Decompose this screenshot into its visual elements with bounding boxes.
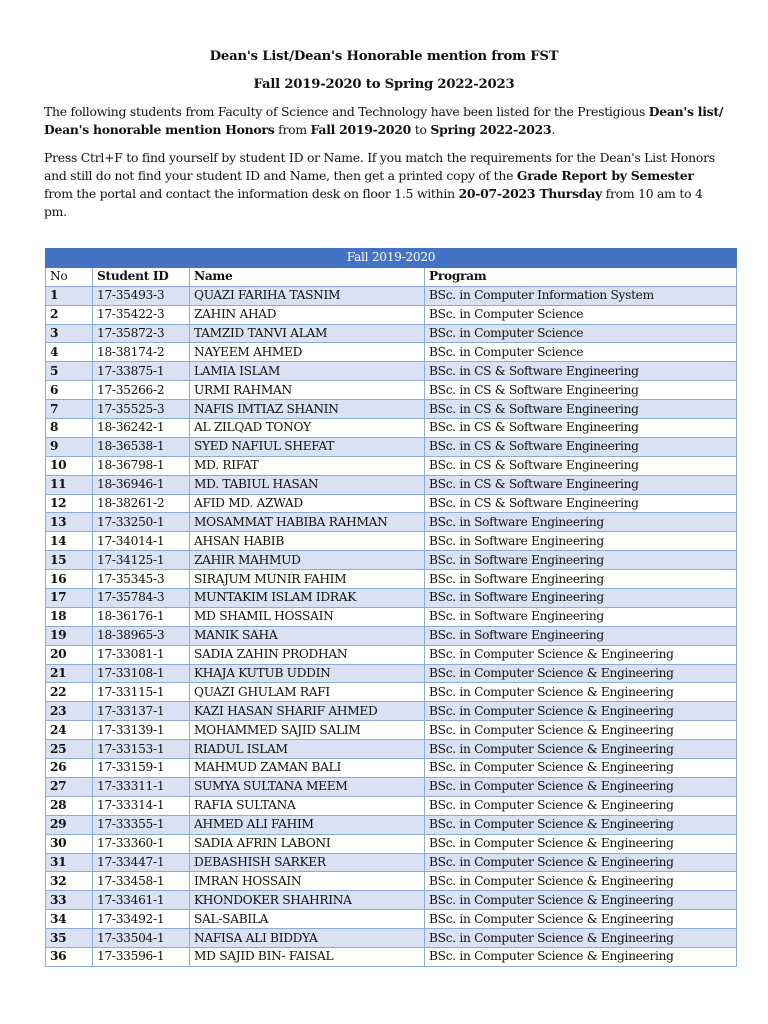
intro-text: to [411, 122, 431, 137]
cell-no: 11 [46, 475, 93, 494]
cell-program: BSc. in Computer Science & Engineering [425, 872, 737, 891]
table-row [46, 834, 737, 853]
table-row [46, 796, 737, 815]
cell-student-id: 17-33311-1 [93, 777, 190, 796]
cell-program: BSc. in CS & Software Engineering [425, 494, 737, 513]
cell-name: AL ZILQAD TONOY [190, 419, 425, 438]
table-row [46, 456, 737, 475]
intro-bold-end-term: Spring 2022-2023 [430, 122, 552, 137]
table-row [46, 570, 737, 589]
cell-name: MAHMUD ZAMAN BALI [190, 759, 425, 778]
intro-text: from [274, 122, 311, 137]
cell-name: KAZI HASAN SHARIF AHMED [190, 702, 425, 721]
table-row [46, 513, 737, 532]
cell-program: BSc. in Computer Science & Engineering [425, 740, 737, 759]
table-row [46, 910, 737, 929]
cell-no: 21 [46, 664, 93, 683]
cell-student-id: 17-33250-1 [93, 513, 190, 532]
cell-no: 35 [46, 929, 93, 948]
cell-name: SADIA AFRIN LABONI [190, 834, 425, 853]
table-row [46, 362, 737, 381]
instructions-text: Press Ctrl+F to find yourself by student ID or Name. If you match the requirements for the Dean's List Honors and still do not find your student ID and Name, then get a printed copy of the [44, 150, 715, 183]
cell-name: MD. TABIUL HASAN [190, 475, 425, 494]
cell-program: BSc. in Computer Science & Engineering [425, 683, 737, 702]
cell-program: BSc. in Software Engineering [425, 513, 737, 532]
table-row [46, 532, 737, 551]
cell-student-id: 17-33108-1 [93, 664, 190, 683]
intro-bold-honors: Dean's list/ Dean's honorable mention Honors [44, 104, 724, 137]
cell-no: 36 [46, 947, 93, 966]
cell-student-id: 17-33314-1 [93, 796, 190, 815]
cell-program: BSc. in Computer Science & Engineering [425, 759, 737, 778]
cell-name: TAMZID TANVI ALAM [190, 324, 425, 343]
cell-program: BSc. in CS & Software Engineering [425, 437, 737, 456]
cell-no: 4 [46, 343, 93, 362]
cell-student-id: 17-35784-3 [93, 589, 190, 608]
cell-student-id: 18-36798-1 [93, 456, 190, 475]
cell-student-id: 17-34125-1 [93, 551, 190, 570]
cell-program: BSc. in Software Engineering [425, 532, 737, 551]
cell-name: NAFIS IMTIAZ SHANIN [190, 400, 425, 419]
cell-program: BSc. in Computer Science & Engineering [425, 702, 737, 721]
cell-no: 31 [46, 853, 93, 872]
cell-program: BSc. in Computer Science & Engineering [425, 721, 737, 740]
cell-student-id: 18-38174-2 [93, 343, 190, 362]
cell-name: RIADUL ISLAM [190, 740, 425, 759]
instructions-bold-deadline: 20-07-2023 Thursday [458, 186, 602, 201]
cell-no: 24 [46, 721, 93, 740]
cell-name: NAFISA ALI BIDDYA [190, 929, 425, 948]
cell-name: MOHAMMED SAJID SALIM [190, 721, 425, 740]
cell-no: 13 [46, 513, 93, 532]
cell-program: BSc. in Computer Science & Engineering [425, 853, 737, 872]
cell-name: ZAHIN AHAD [190, 305, 425, 324]
cell-no: 33 [46, 891, 93, 910]
cell-no: 23 [46, 702, 93, 721]
cell-name: ZAHIR MAHMUD [190, 551, 425, 570]
cell-program: BSc. in Computer Science & Engineering [425, 910, 737, 929]
cell-program: BSc. in Computer Science [425, 324, 737, 343]
intro-text: The following students from Faculty of Science and Technology have been listed for the Prestigious [44, 104, 649, 119]
table-row [46, 815, 737, 834]
instructions-bold-report: Grade Report by Semester [516, 168, 694, 183]
cell-student-id: 18-36176-1 [93, 607, 190, 626]
cell-name: MD. RIFAT [190, 456, 425, 475]
cell-no: 18 [46, 607, 93, 626]
table-row [46, 702, 737, 721]
cell-name: SADIA ZAHIN PRODHAN [190, 645, 425, 664]
instructions-text: from 10 am to 4 pm. [44, 186, 703, 219]
semester-band [46, 249, 737, 268]
cell-program: BSc. in Computer Science [425, 343, 737, 362]
cell-student-id: 17-35422-3 [93, 305, 190, 324]
cell-program: BSc. in Computer Science & Engineering [425, 815, 737, 834]
cell-student-id: 17-34014-1 [93, 532, 190, 551]
cell-student-id: 17-35345-3 [93, 570, 190, 589]
cell-no: 25 [46, 740, 93, 759]
cell-program: BSc. in Computer Information System [425, 286, 737, 305]
cell-name: SIRAJUM MUNIR FAHIM [190, 570, 425, 589]
cell-no: 3 [46, 324, 93, 343]
cell-no: 12 [46, 494, 93, 513]
cell-no: 19 [46, 626, 93, 645]
cell-name: RAFIA SULTANA [190, 796, 425, 815]
cell-student-id: 18-36538-1 [93, 437, 190, 456]
cell-program: BSc. in Computer Science [425, 305, 737, 324]
table-row [46, 381, 737, 400]
cell-program: BSc. in Computer Science & Engineering [425, 645, 737, 664]
cell-no: 10 [46, 456, 93, 475]
cell-program: BSc. in Software Engineering [425, 626, 737, 645]
cell-name: SAL-SABILA [190, 910, 425, 929]
column-header-name: Name [190, 267, 425, 286]
table-row [46, 645, 737, 664]
cell-student-id: 17-33504-1 [93, 929, 190, 948]
table-row [46, 475, 737, 494]
intro-bold-start-term: Fall 2019-2020 [310, 122, 412, 137]
cell-name: DEBASHISH SARKER [190, 853, 425, 872]
table-row [46, 551, 737, 570]
cell-program: BSc. in CS & Software Engineering [425, 419, 737, 438]
table-row [46, 777, 737, 796]
table-row [46, 589, 737, 608]
cell-student-id: 17-35525-3 [93, 400, 190, 419]
cell-no: 28 [46, 796, 93, 815]
table-row [46, 494, 737, 513]
cell-student-id: 17-33447-1 [93, 853, 190, 872]
table-row [46, 286, 737, 305]
cell-student-id: 17-33139-1 [93, 721, 190, 740]
cell-no: 30 [46, 834, 93, 853]
cell-student-id: 18-36242-1 [93, 419, 190, 438]
column-header-program: Program [425, 267, 737, 286]
cell-program: BSc. in Software Engineering [425, 551, 737, 570]
cell-no: 34 [46, 910, 93, 929]
cell-student-id: 18-36946-1 [93, 475, 190, 494]
cell-student-id: 17-33492-1 [93, 910, 190, 929]
cell-program: BSc. in CS & Software Engineering [425, 381, 737, 400]
table-row [46, 437, 737, 456]
table-row [46, 891, 737, 910]
cell-name: AHSAN HABIB [190, 532, 425, 551]
cell-program: BSc. in Software Engineering [425, 589, 737, 608]
cell-student-id: 17-35266-2 [93, 381, 190, 400]
table-row [46, 721, 737, 740]
cell-no: 20 [46, 645, 93, 664]
cell-name: KHAJA KUTUB UDDIN [190, 664, 425, 683]
cell-student-id: 18-38261-2 [93, 494, 190, 513]
cell-program: BSc. in Software Engineering [425, 607, 737, 626]
cell-no: 22 [46, 683, 93, 702]
cell-student-id: 17-33355-1 [93, 815, 190, 834]
deans-list-table [45, 248, 737, 967]
cell-no: 6 [46, 381, 93, 400]
cell-student-id: 17-33115-1 [93, 683, 190, 702]
table-row [46, 324, 737, 343]
cell-student-id: 17-35872-3 [93, 324, 190, 343]
table-row [46, 400, 737, 419]
cell-name: MD SHAMIL HOSSAIN [190, 607, 425, 626]
cell-name: QUAZI FARIHA TASNIM [190, 286, 425, 305]
instructions-text: from the portal and contact the information desk on floor 1.5 within [44, 186, 459, 201]
cell-name: AFID MD. AZWAD [190, 494, 425, 513]
cell-student-id: 17-33159-1 [93, 759, 190, 778]
cell-no: 17 [46, 589, 93, 608]
intro-paragraph [44, 103, 724, 139]
cell-student-id: 17-33596-1 [93, 947, 190, 966]
cell-program: BSc. in Computer Science & Engineering [425, 834, 737, 853]
cell-student-id: 17-33458-1 [93, 872, 190, 891]
cell-no: 32 [46, 872, 93, 891]
table-row [46, 947, 737, 966]
table-row [46, 343, 737, 362]
table-row [46, 683, 737, 702]
column-header-no: No [46, 267, 93, 286]
column-header-student-id: Student ID [93, 267, 190, 286]
page-title: Dean's List/Dean's Honorable mention from FST [209, 49, 559, 64]
cell-no: 16 [46, 570, 93, 589]
cell-no: 15 [46, 551, 93, 570]
cell-student-id: 18-38965-3 [93, 626, 190, 645]
cell-program: BSc. in CS & Software Engineering [425, 400, 737, 419]
cell-name: MUNTAKIM ISLAM IDRAK [190, 589, 425, 608]
cell-program: BSc. in Computer Science & Engineering [425, 891, 737, 910]
cell-name: URMI RAHMAN [190, 381, 425, 400]
cell-program: BSc. in CS & Software Engineering [425, 475, 737, 494]
cell-program: BSc. in Computer Science & Engineering [425, 947, 737, 966]
cell-name: AHMED ALI FAHIM [190, 815, 425, 834]
cell-program: BSc. in Computer Science & Engineering [425, 777, 737, 796]
cell-program: BSc. in Computer Science & Engineering [425, 929, 737, 948]
cell-student-id: 17-33875-1 [93, 362, 190, 381]
cell-name: QUAZI GHULAM RAFI [190, 683, 425, 702]
cell-student-id: 17-33360-1 [93, 834, 190, 853]
cell-name: KHONDOKER SHAHRINA [190, 891, 425, 910]
column-header-row [46, 267, 737, 286]
cell-student-id: 17-33137-1 [93, 702, 190, 721]
cell-name: MANIK SAHA [190, 626, 425, 645]
cell-no: 26 [46, 759, 93, 778]
cell-student-id: 17-33461-1 [93, 891, 190, 910]
table-row [46, 872, 737, 891]
table-row [46, 664, 737, 683]
cell-name: MD SAJID BIN- FAISAL [190, 947, 425, 966]
intro-text: . [551, 122, 556, 137]
table-row [46, 419, 737, 438]
cell-program: BSc. in Computer Science & Engineering [425, 796, 737, 815]
cell-program: BSc. in Software Engineering [425, 570, 737, 589]
cell-program: BSc. in CS & Software Engineering [425, 362, 737, 381]
cell-name: NAYEEM AHMED [190, 343, 425, 362]
cell-no: 1 [46, 286, 93, 305]
cell-name: SYED NAFIUL SHEFAT [190, 437, 425, 456]
cell-program: BSc. in CS & Software Engineering [425, 456, 737, 475]
instructions-paragraph [44, 149, 724, 221]
table-row [46, 305, 737, 324]
cell-no: 5 [46, 362, 93, 381]
table-row [46, 759, 737, 778]
cell-name: IMRAN HOSSAIN [190, 872, 425, 891]
cell-no: 14 [46, 532, 93, 551]
table-row [46, 853, 737, 872]
table-row [46, 929, 737, 948]
cell-no: 2 [46, 305, 93, 324]
cell-no: 8 [46, 419, 93, 438]
semester-heading: Fall 2019-2020 [46, 249, 737, 268]
cell-no: 7 [46, 400, 93, 419]
cell-name: MOSAMMAT HABIBA RAHMAN [190, 513, 425, 532]
table-row [46, 626, 737, 645]
cell-student-id: 17-35493-3 [93, 286, 190, 305]
table-body [46, 286, 737, 966]
page-subtitle: Fall 2019-2020 to Spring 2022-2023 [253, 77, 515, 92]
cell-student-id: 17-33081-1 [93, 645, 190, 664]
cell-program: BSc. in Computer Science & Engineering [425, 664, 737, 683]
cell-no: 29 [46, 815, 93, 834]
cell-name: LAMIA ISLAM [190, 362, 425, 381]
cell-no: 9 [46, 437, 93, 456]
cell-name: SUMYA SULTANA MEEM [190, 777, 425, 796]
cell-no: 27 [46, 777, 93, 796]
table-row [46, 740, 737, 759]
cell-student-id: 17-33153-1 [93, 740, 190, 759]
table-row [46, 607, 737, 626]
